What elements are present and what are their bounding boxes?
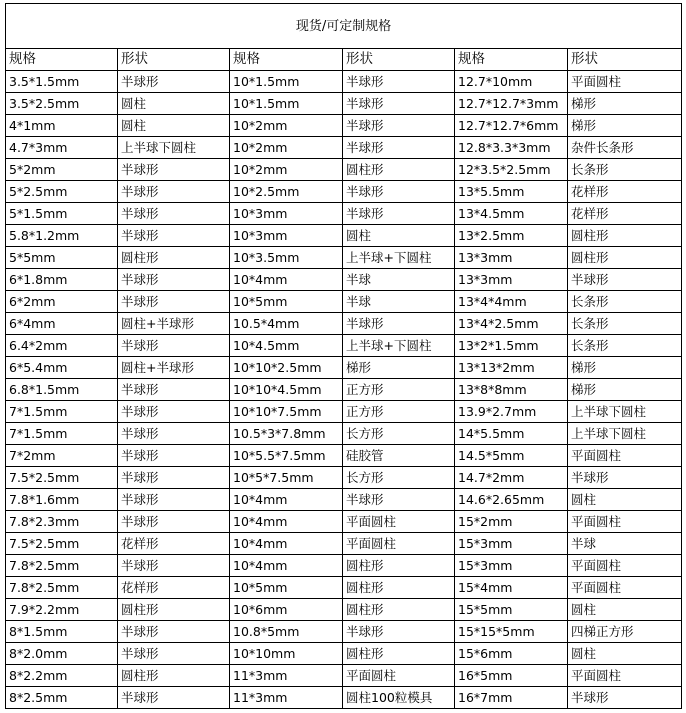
- table-row: [6, 555, 682, 577]
- spec-cell: 13*13*2mm: [455, 357, 568, 379]
- header-shape: 形状: [568, 49, 682, 71]
- shape-cell: 圆柱形: [343, 555, 455, 577]
- spec-cell: 6*4mm: [6, 313, 118, 335]
- spec-cell: 10*10*7.5mm: [230, 401, 343, 423]
- spec-cell: 13*4*2.5mm: [455, 313, 568, 335]
- spec-cell: 15*6mm: [455, 643, 568, 665]
- table-row: [6, 687, 682, 709]
- shape-cell: 圆柱形: [118, 599, 230, 621]
- table-row: [6, 269, 682, 291]
- spec-cell: 13.9*2.7mm: [455, 401, 568, 423]
- shape-cell: 花样形: [568, 181, 682, 203]
- spec-cell: 14.6*2.65mm: [455, 489, 568, 511]
- shape-cell: 半球形: [118, 489, 230, 511]
- shape-cell: 半球形: [118, 269, 230, 291]
- shape-cell: 半球形: [118, 181, 230, 203]
- shape-cell: 半球: [343, 291, 455, 313]
- header-row: [6, 49, 682, 71]
- shape-cell: 半球形: [118, 511, 230, 533]
- spec-cell: 10*2mm: [230, 159, 343, 181]
- table-row: [6, 423, 682, 445]
- shape-cell: 梯形: [568, 379, 682, 401]
- spec-cell: 16*7mm: [455, 687, 568, 709]
- header-spec: 规格: [6, 49, 118, 71]
- spec-cell: 10*1.5mm: [230, 93, 343, 115]
- shape-cell: 半球形: [568, 269, 682, 291]
- spec-cell: 10*5mm: [230, 577, 343, 599]
- spec-cell: 10*4mm: [230, 533, 343, 555]
- spec-cell: 7.8*2.5mm: [6, 577, 118, 599]
- shape-cell: 圆柱: [568, 489, 682, 511]
- spec-cell: 4*1mm: [6, 115, 118, 137]
- table-row: [6, 577, 682, 599]
- shape-cell: 四梯正方形: [568, 621, 682, 643]
- spec-cell: 16*5mm: [455, 665, 568, 687]
- shape-cell: 半球形: [118, 643, 230, 665]
- shape-cell: 半球形: [118, 291, 230, 313]
- spec-cell: 10.5*3*7.8mm: [230, 423, 343, 445]
- shape-cell: 圆柱形: [118, 247, 230, 269]
- table-row: [6, 181, 682, 203]
- shape-cell: 上半球下圆柱: [118, 137, 230, 159]
- spec-cell: 15*15*5mm: [455, 621, 568, 643]
- spec-cell: 13*3mm: [455, 269, 568, 291]
- table-row: [6, 379, 682, 401]
- shape-cell: 半球形: [118, 423, 230, 445]
- shape-cell: 梯形: [343, 357, 455, 379]
- shape-cell: 平面圆柱: [343, 533, 455, 555]
- shape-cell: 半球形: [118, 467, 230, 489]
- spec-cell: 6.8*1.5mm: [6, 379, 118, 401]
- shape-cell: 圆柱: [118, 93, 230, 115]
- shape-cell: 半球: [343, 269, 455, 291]
- spec-cell: 13*5.5mm: [455, 181, 568, 203]
- spec-cell: 10*2mm: [230, 115, 343, 137]
- table-title: 现货/可定制规格: [6, 4, 682, 49]
- shape-cell: 半球形: [343, 313, 455, 335]
- shape-cell: 半球形: [118, 687, 230, 709]
- shape-cell: 花样形: [118, 533, 230, 555]
- table-row: [6, 137, 682, 159]
- spec-cell: 6*2mm: [6, 291, 118, 313]
- spec-cell: 13*4*4mm: [455, 291, 568, 313]
- spec-cell: 10*4mm: [230, 555, 343, 577]
- spec-cell: 10*3mm: [230, 225, 343, 247]
- shape-cell: 上半球下圆柱: [568, 423, 682, 445]
- shape-cell: 圆柱形: [343, 599, 455, 621]
- shape-cell: 半球: [568, 533, 682, 555]
- spec-cell: 10*3.5mm: [230, 247, 343, 269]
- spec-cell: 10.8*5mm: [230, 621, 343, 643]
- table-row: [6, 467, 682, 489]
- spec-cell: 10*10mm: [230, 643, 343, 665]
- table-row: [6, 225, 682, 247]
- spec-cell: 6*5.4mm: [6, 357, 118, 379]
- spec-cell: 13*8*8mm: [455, 379, 568, 401]
- shape-cell: 半球形: [118, 335, 230, 357]
- shape-cell: 花样形: [118, 577, 230, 599]
- spec-cell: 14.7*2mm: [455, 467, 568, 489]
- shape-cell: 半球形: [118, 159, 230, 181]
- spec-cell: 5*2mm: [6, 159, 118, 181]
- table-row: [6, 71, 682, 93]
- spec-cell: 12.7*10mm: [455, 71, 568, 93]
- spec-cell: 10*10*4.5mm: [230, 379, 343, 401]
- shape-cell: 圆柱100粒模具: [343, 687, 455, 709]
- shape-cell: 圆柱形: [568, 247, 682, 269]
- shape-cell: 半球形: [343, 71, 455, 93]
- spec-cell: 8*2.5mm: [6, 687, 118, 709]
- spec-cell: 12.7*12.7*6mm: [455, 115, 568, 137]
- spec-cell: 7.8*1.6mm: [6, 489, 118, 511]
- shape-cell: 长条形: [568, 313, 682, 335]
- shape-cell: 长条形: [568, 159, 682, 181]
- spec-cell: 11*3mm: [230, 687, 343, 709]
- spec-cell: 7.9*2.2mm: [6, 599, 118, 621]
- spec-cell: 4.7*3mm: [6, 137, 118, 159]
- header-shape: 形状: [343, 49, 455, 71]
- spec-cell: 15*4mm: [455, 577, 568, 599]
- spec-cell: 6.4*2mm: [6, 335, 118, 357]
- spec-cell: 12*3.5*2.5mm: [455, 159, 568, 181]
- spec-cell: 10*10*2.5mm: [230, 357, 343, 379]
- shape-cell: 半球形: [118, 203, 230, 225]
- shape-cell: 半球形: [343, 489, 455, 511]
- table-row: [6, 247, 682, 269]
- shape-cell: 半球形: [118, 379, 230, 401]
- spec-cell: 5*5mm: [6, 247, 118, 269]
- shape-cell: 上半球+下圆柱: [343, 335, 455, 357]
- spec-cell: 13*3mm: [455, 247, 568, 269]
- table-row: [6, 291, 682, 313]
- spec-cell: 7.8*2.3mm: [6, 511, 118, 533]
- spec-cell: 11*3mm: [230, 665, 343, 687]
- shape-cell: 梯形: [568, 93, 682, 115]
- shape-cell: 上半球下圆柱: [568, 401, 682, 423]
- spec-cell: 10*5.5*7.5mm: [230, 445, 343, 467]
- shape-cell: 半球形: [118, 401, 230, 423]
- shape-cell: 半球形: [118, 555, 230, 577]
- table-row: [6, 115, 682, 137]
- shape-cell: 半球形: [118, 71, 230, 93]
- shape-cell: 半球形: [343, 203, 455, 225]
- shape-cell: 半球形: [343, 621, 455, 643]
- shape-cell: 圆柱形: [343, 643, 455, 665]
- table-row: [6, 533, 682, 555]
- header-spec: 规格: [230, 49, 343, 71]
- spec-table-body: [6, 4, 682, 709]
- shape-cell: 硅胶管: [343, 445, 455, 467]
- shape-cell: 平面圆柱: [568, 511, 682, 533]
- header-spec: 规格: [455, 49, 568, 71]
- spec-cell: 15*3mm: [455, 533, 568, 555]
- spec-cell: 8*1.5mm: [6, 621, 118, 643]
- shape-cell: 梯形: [568, 115, 682, 137]
- spec-cell: 10*4mm: [230, 511, 343, 533]
- shape-cell: 长方形: [343, 423, 455, 445]
- spec-cell: 14.5*5mm: [455, 445, 568, 467]
- spec-cell: 10*4.5mm: [230, 335, 343, 357]
- spec-cell: 10*3mm: [230, 203, 343, 225]
- spec-cell: 7.5*2.5mm: [6, 533, 118, 555]
- spec-cell: 7.5*2.5mm: [6, 467, 118, 489]
- spec-cell: 12.7*12.7*3mm: [455, 93, 568, 115]
- shape-cell: 半球形: [118, 445, 230, 467]
- spec-cell: 3.5*1.5mm: [6, 71, 118, 93]
- shape-cell: 平面圆柱: [343, 511, 455, 533]
- shape-cell: 平面圆柱: [568, 665, 682, 687]
- table-row: [6, 489, 682, 511]
- spec-cell: 10*4mm: [230, 269, 343, 291]
- spec-cell: 7*2mm: [6, 445, 118, 467]
- shape-cell: 半球形: [343, 181, 455, 203]
- shape-cell: 半球形: [568, 467, 682, 489]
- table-row: [6, 511, 682, 533]
- shape-cell: 正方形: [343, 401, 455, 423]
- shape-cell: 半球形: [568, 687, 682, 709]
- spec-cell: 15*5mm: [455, 599, 568, 621]
- spec-cell: 10*5mm: [230, 291, 343, 313]
- table-row: [6, 665, 682, 687]
- shape-cell: 圆柱形: [118, 665, 230, 687]
- shape-cell: 圆柱: [343, 225, 455, 247]
- shape-cell: 平面圆柱: [568, 445, 682, 467]
- spec-cell: 10*6mm: [230, 599, 343, 621]
- spec-cell: 12.8*3.3*3mm: [455, 137, 568, 159]
- shape-cell: 花样形: [568, 203, 682, 225]
- spec-cell: 5*2.5mm: [6, 181, 118, 203]
- table-row: [6, 621, 682, 643]
- table-row: [6, 643, 682, 665]
- spec-sheet: [5, 3, 681, 709]
- table-row: [6, 335, 682, 357]
- spec-table: [5, 3, 682, 709]
- shape-cell: 半球形: [118, 621, 230, 643]
- spec-cell: 10*5*7.5mm: [230, 467, 343, 489]
- shape-cell: 长条形: [568, 335, 682, 357]
- shape-cell: 上半球+下圆柱: [343, 247, 455, 269]
- shape-cell: 梯形: [568, 357, 682, 379]
- spec-cell: 3.5*2.5mm: [6, 93, 118, 115]
- table-row: [6, 159, 682, 181]
- table-row: [6, 599, 682, 621]
- spec-cell: 15*2mm: [455, 511, 568, 533]
- spec-cell: 7*1.5mm: [6, 401, 118, 423]
- shape-cell: 圆柱: [568, 643, 682, 665]
- spec-cell: 14*5.5mm: [455, 423, 568, 445]
- header-shape: 形状: [118, 49, 230, 71]
- shape-cell: 平面圆柱: [568, 71, 682, 93]
- spec-cell: 15*3mm: [455, 555, 568, 577]
- shape-cell: 长方形: [343, 467, 455, 489]
- title-row: [6, 4, 682, 49]
- spec-cell: 8*2.2mm: [6, 665, 118, 687]
- spec-cell: 7*1.5mm: [6, 423, 118, 445]
- shape-cell: 圆柱+半球形: [118, 313, 230, 335]
- spec-cell: 10*2.5mm: [230, 181, 343, 203]
- spec-cell: 6*1.8mm: [6, 269, 118, 291]
- shape-cell: 半球形: [343, 93, 455, 115]
- shape-cell: 圆柱形: [568, 225, 682, 247]
- table-row: [6, 445, 682, 467]
- shape-cell: 长条形: [568, 291, 682, 313]
- shape-cell: 半球形: [343, 137, 455, 159]
- table-row: [6, 203, 682, 225]
- spec-cell: 5.8*1.2mm: [6, 225, 118, 247]
- table-row: [6, 313, 682, 335]
- spec-cell: 13*4.5mm: [455, 203, 568, 225]
- table-row: [6, 357, 682, 379]
- spec-cell: 10*4mm: [230, 489, 343, 511]
- spec-cell: 10.5*4mm: [230, 313, 343, 335]
- spec-cell: 13*2*1.5mm: [455, 335, 568, 357]
- shape-cell: 正方形: [343, 379, 455, 401]
- shape-cell: 平面圆柱: [343, 665, 455, 687]
- shape-cell: 圆柱: [568, 599, 682, 621]
- spec-cell: 8*2.0mm: [6, 643, 118, 665]
- shape-cell: 圆柱: [118, 115, 230, 137]
- shape-cell: 圆柱+半球形: [118, 357, 230, 379]
- shape-cell: 半球形: [118, 225, 230, 247]
- shape-cell: 圆柱形: [343, 159, 455, 181]
- table-row: [6, 401, 682, 423]
- shape-cell: 平面圆柱: [568, 555, 682, 577]
- spec-cell: 7.8*2.5mm: [6, 555, 118, 577]
- shape-cell: 平面圆柱: [568, 577, 682, 599]
- table-row: [6, 93, 682, 115]
- shape-cell: 半球形: [343, 115, 455, 137]
- shape-cell: 圆柱形: [343, 577, 455, 599]
- spec-cell: 5*1.5mm: [6, 203, 118, 225]
- shape-cell: 杂件长条形: [568, 137, 682, 159]
- spec-cell: 13*2.5mm: [455, 225, 568, 247]
- spec-cell: 10*2mm: [230, 137, 343, 159]
- spec-cell: 10*1.5mm: [230, 71, 343, 93]
